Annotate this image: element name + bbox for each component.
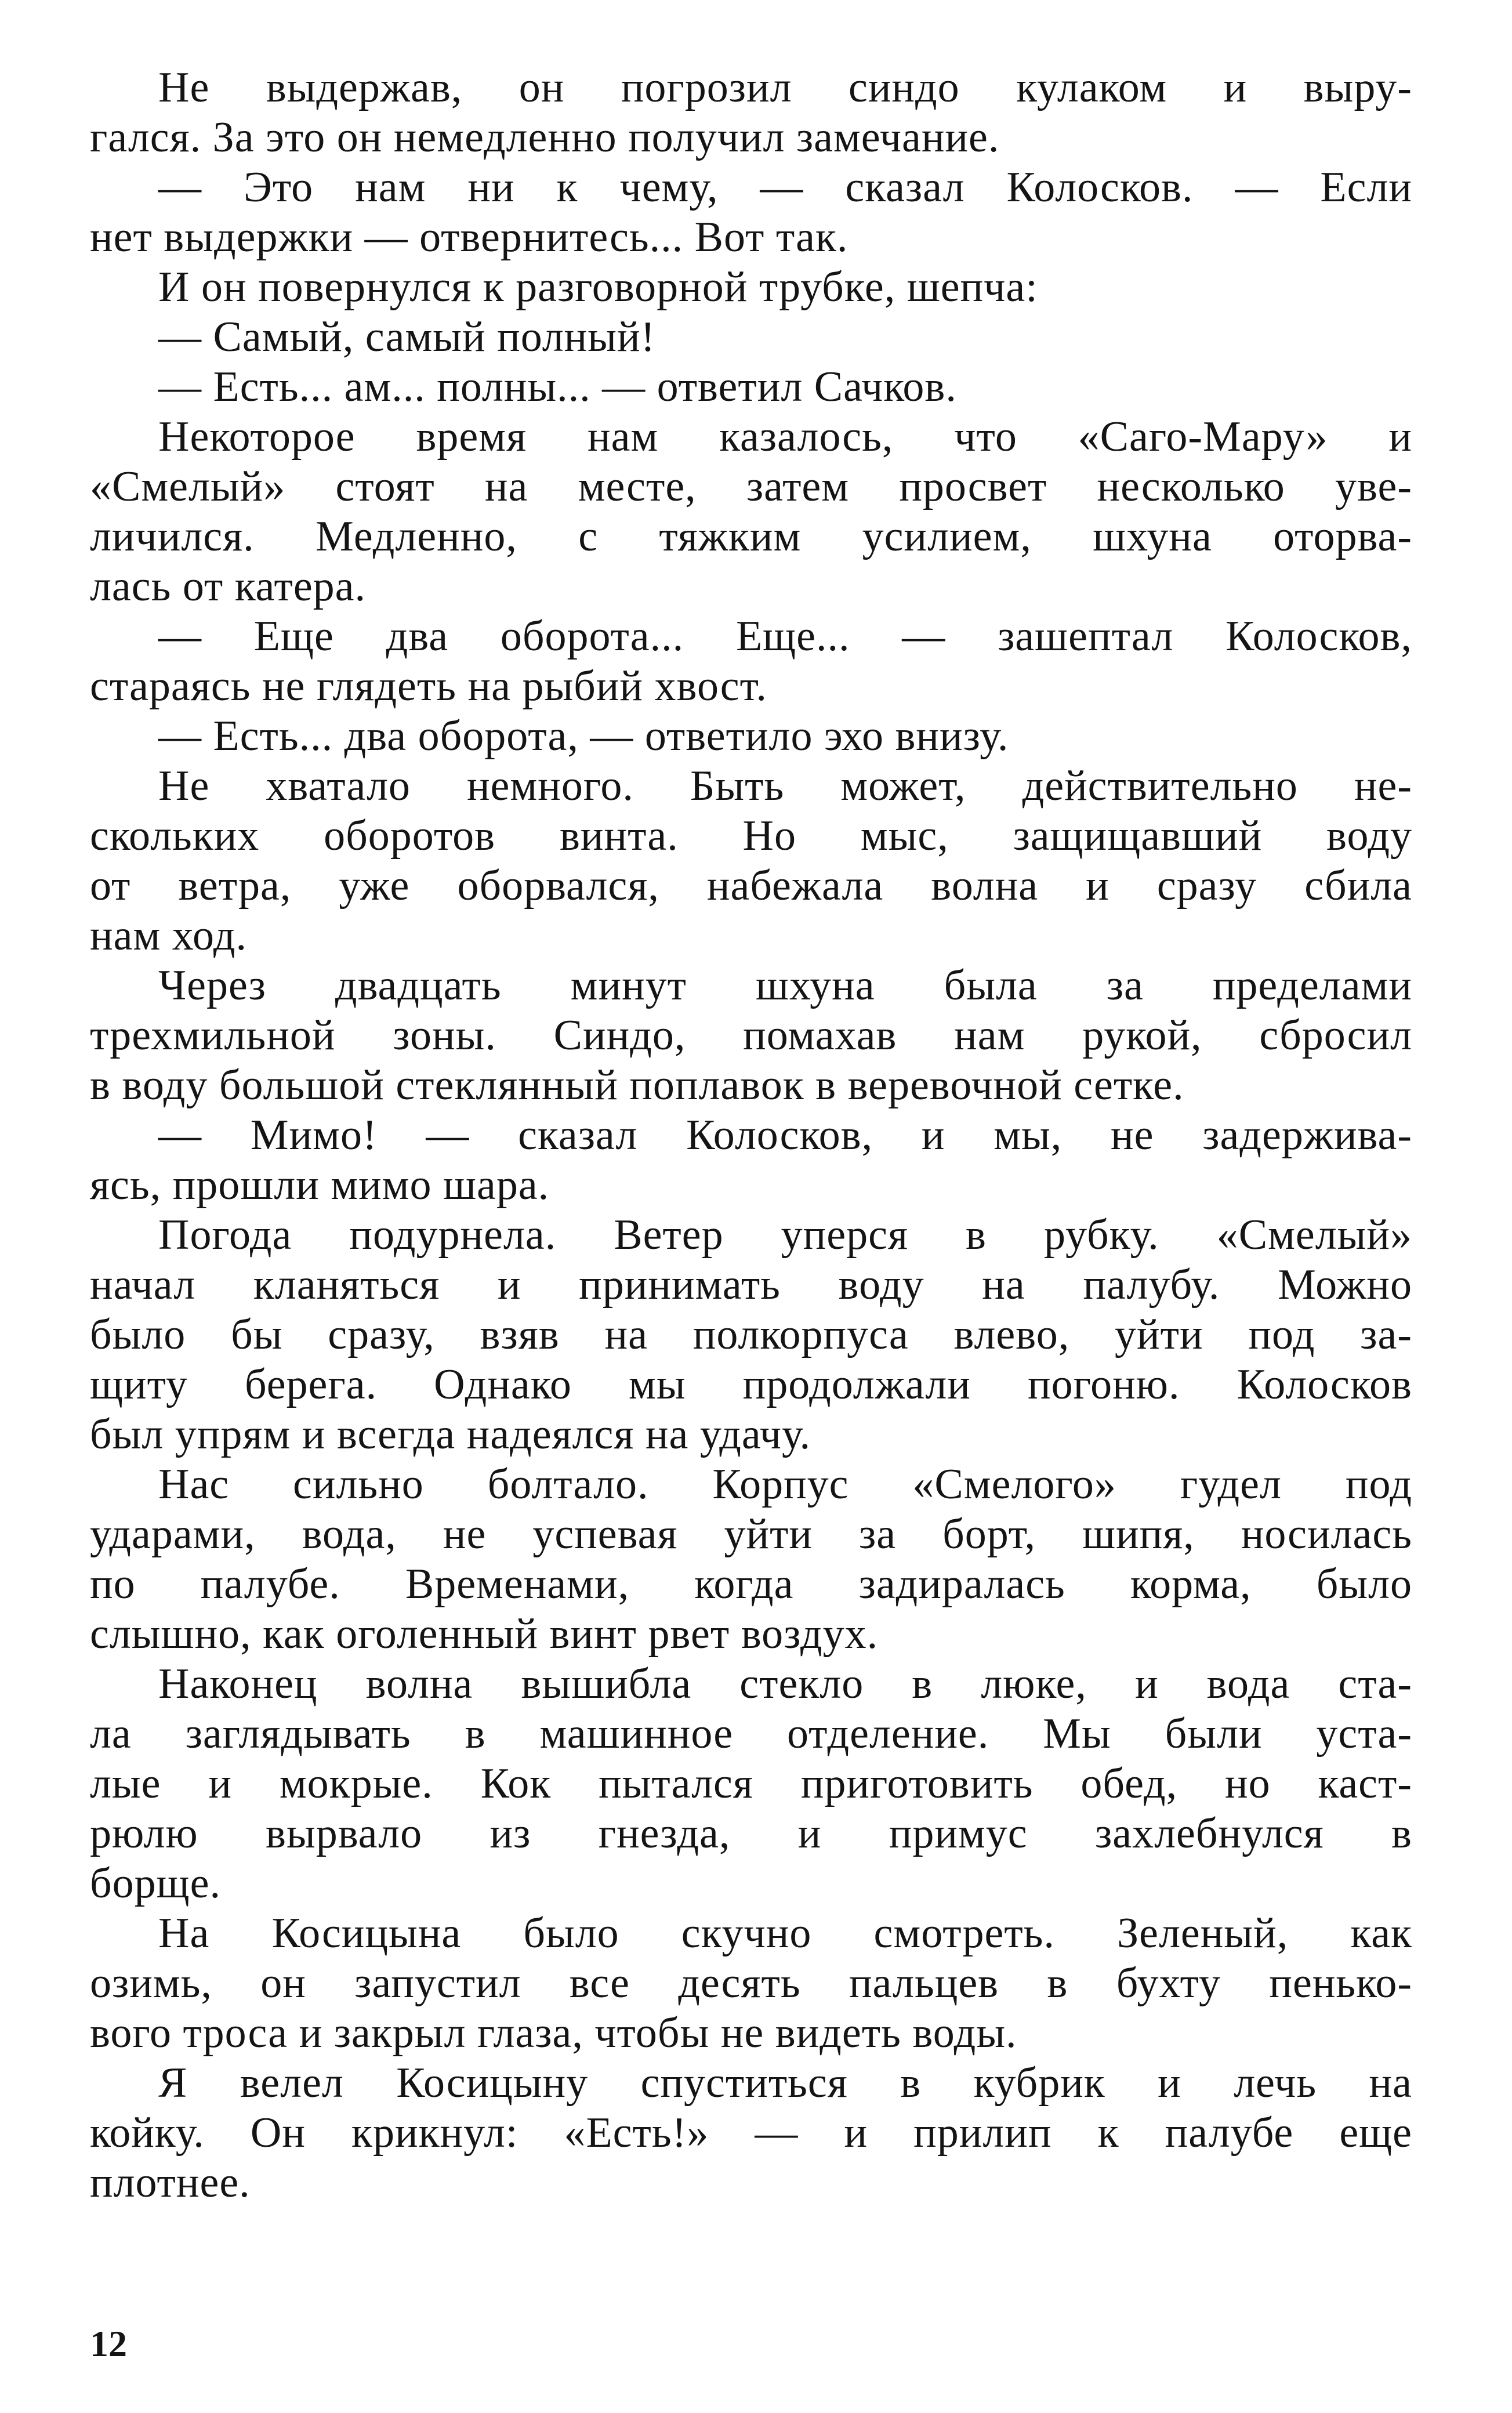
text-line: койку. Он крикнул: «Есть!» — и прилип к палубе еще bbox=[90, 2109, 1412, 2157]
page-number: 12 bbox=[90, 2323, 127, 2364]
text-line: личился. Медленно, с тяжким усилием, шхуна оторва- bbox=[90, 513, 1412, 560]
text-line: был упрям и всегда надеялся на удачу. bbox=[90, 1411, 811, 1458]
text-line: озимь, он запустил все десять пальцев в бухту пенько- bbox=[90, 1959, 1412, 2007]
text-line: На Косицына было скучно смотреть. Зеленый, как bbox=[158, 1910, 1412, 1957]
text-line: Наконец волна вышибла стекло в люке, и вода ста- bbox=[158, 1660, 1412, 1708]
text-line: гался. За это он немедленно получил замечание. bbox=[90, 114, 1000, 161]
text-line: — Мимо! — сказал Колосков, и мы, не задержива- bbox=[158, 1111, 1412, 1159]
text-line: вого троса и закрыл глаза, чтобы не видеть воды. bbox=[90, 2009, 1017, 2057]
text-line: Погода подурнела. Ветер уперся в рубку. «Смелый» bbox=[158, 1211, 1412, 1259]
text-line: ударами, вода, не успевая уйти за борт, шипя, носилась bbox=[90, 1510, 1412, 1558]
text-line: — Это нам ни к чему, — сказал Колосков. — Если bbox=[158, 164, 1412, 211]
text-line: Не выдержав, он погрозил синдо кулаком и выру- bbox=[158, 64, 1412, 111]
text-line: от ветра, уже оборвался, набежала волна и сразу сбила bbox=[90, 862, 1412, 910]
text-line: было бы сразу, взяв на полкорпуса влево, уйти под за- bbox=[90, 1311, 1412, 1358]
text-line: начал кланяться и принимать воду на палубу. Можно bbox=[90, 1261, 1412, 1309]
text-line: лые и мокрые. Кок пытался приготовить обед, но каст- bbox=[90, 1760, 1412, 1807]
text-line: ла заглядывать в машинное отделение. Мы были уста- bbox=[90, 1710, 1412, 1758]
text-line: — Есть... два оборота, — ответило эхо внизу. bbox=[158, 712, 1009, 760]
text-line: Не хватало немного. Быть может, действительно не- bbox=[158, 762, 1412, 810]
text-line: Некоторое время нам казалось, что «Саго-Мару» и bbox=[158, 413, 1412, 461]
text-line: стараясь не глядеть на рыбий хвост. bbox=[90, 662, 767, 710]
text-line: нет выдержки — отвернитесь... Вот так. bbox=[90, 213, 849, 261]
book-page bbox=[90, 63, 1412, 2371]
text-line: — Есть... ам... полны... — ответил Сачков. bbox=[158, 363, 957, 411]
text-line: по палубе. Временами, когда задиралась корма, было bbox=[90, 1560, 1412, 1608]
text-line: нам ход. bbox=[90, 912, 247, 959]
text-line: ясь, прошли мимо шара. bbox=[90, 1161, 550, 1209]
text-line: Через двадцать минут шхуна была за пределами bbox=[158, 962, 1412, 1009]
text-line: щиту берега. Однако мы продолжали погоню. Колосков bbox=[90, 1361, 1412, 1408]
page-text bbox=[90, 63, 1412, 2208]
text-line: борще. bbox=[90, 1860, 221, 1907]
text-line: — Самый, самый полный! bbox=[158, 313, 656, 361]
text-line: слышно, как оголенный винт рвет воздух. bbox=[90, 1610, 879, 1658]
text-line: рюлю вырвало из гнезда, и примус захлебнулся в bbox=[90, 1810, 1412, 1857]
text-line: скольких оборотов винта. Но мыс, защищавший воду bbox=[90, 812, 1412, 860]
text-line: плотнее. bbox=[90, 2159, 251, 2207]
text-line: Нас сильно болтало. Корпус «Смелого» гудел под bbox=[158, 1461, 1412, 1508]
text-line: в воду большой стеклянный поплавок в веревочной сетке. bbox=[90, 1061, 1184, 1109]
text-line: Я велел Косицыну спуститься в кубрик и лечь на bbox=[158, 2059, 1412, 2107]
text-line: трехмильной зоны. Синдо, помахав нам рукой, сбросил bbox=[90, 1012, 1412, 1059]
text-line: лась от катера. bbox=[90, 563, 367, 610]
text-line: И он повернулся к разговорной трубке, шепча: bbox=[158, 263, 1038, 311]
text-line: «Смелый» стоят на месте, затем просвет несколько уве- bbox=[90, 463, 1412, 510]
text-line: — Еще два оборота... Еще... — зашептал Колосков, bbox=[158, 613, 1412, 660]
